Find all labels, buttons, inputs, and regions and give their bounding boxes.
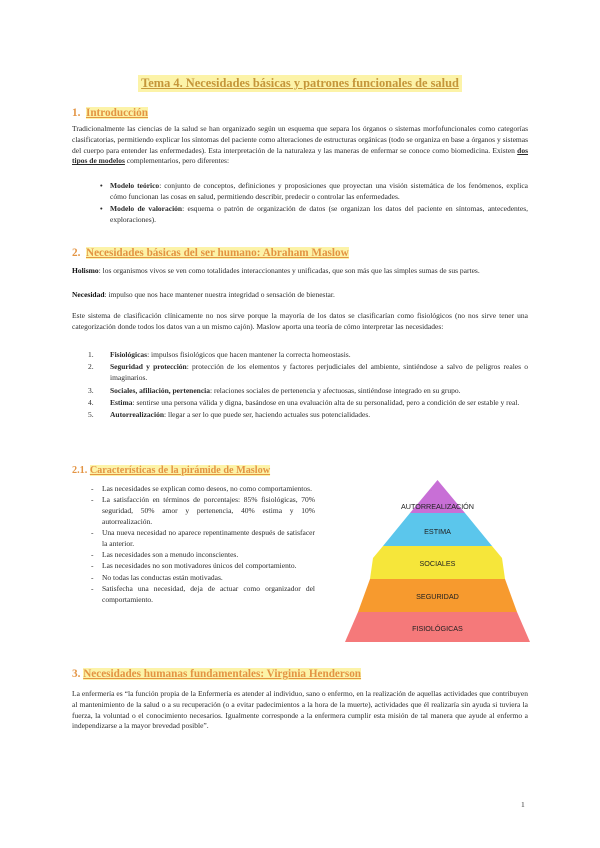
characteristic-text: Las necesidades son a menudo inconscientes. [102, 549, 239, 559]
section-2-number: 2. [72, 247, 81, 259]
list-number: 5. [88, 410, 94, 420]
necesidad-definition [72, 290, 528, 301]
section-2-title: Necesidades básicas del ser humano: Abraham Maslow [85, 247, 349, 259]
need-term: Autorrealización [110, 410, 165, 420]
list-item [100, 204, 528, 226]
characteristic-text: Las necesidades no son motivadores únicos del comportamiento. [102, 561, 297, 571]
maslow-paragraph: Este sistema de clasificación clínicamente no nos sirve porque la mayoría de los datos se clasificarían como fisiológicos (no nos sirve tener una categorización donde todos los datos van a un mismo cajón). Maslow aporta una teoría de cómo interpretar las necesidades: [72, 311, 528, 331]
pyramid-label-fisiologicas: FISIOLÓGICAS [412, 624, 463, 633]
holismo-term: Holismo [72, 266, 99, 275]
models-list [100, 181, 528, 227]
dash-icon: - [91, 549, 94, 559]
list-item [88, 349, 528, 360]
necesidad-text: : impulso que nos hace mantener nuestra integridad o sensación de bienestar. [104, 290, 335, 299]
characteristic-text: Una nueva necesidad no aparece repentinamente después de satisfacer la anterior. [102, 527, 315, 548]
pyramid-characteristics-list [91, 484, 315, 606]
characteristic-text: La satisfacción en términos de porcentajes: 85% fisiológicas, 70% seguridad, 50% amor y pertenencia, 40% estima y 10% autorrealización. [102, 495, 315, 526]
section-2-1-title: Características de la pirámide de Maslow [89, 465, 271, 476]
list-number: 1. [88, 350, 94, 359]
dash-icon: - [91, 527, 94, 537]
characteristic-text: Satisfecha una necesidad, deja de actuar como organizador del comportamiento. [102, 584, 315, 604]
characteristic-text: No todas las conductas están motivadas. [102, 572, 223, 582]
dash-icon: - [91, 572, 94, 582]
model-text: : conjunto de conceptos, definiciones y proposiciones que proyectan una visión sistemática de los fenómenos, explica cómo funcionan las cosas en salud, permitiendo describir, predecir o controlar las enfermedades. [110, 181, 528, 201]
necesidad-term: Necesidad [72, 290, 105, 299]
intro-paragraph [72, 124, 528, 167]
document-title: Tema 4. Necesidades básicas y patrones funcionales de salud [138, 75, 462, 92]
need-term: Fisiológicas [110, 350, 148, 359]
section-2-heading [72, 247, 349, 259]
henderson-paragraph: La enfermería es “la función propia de la Enfermería es atender al individuo, sano o enfermo, en la realización de aquellas actividades que contribuyen al mantenimiento de la salud o a su recuperación (o a evitar padecimientos a la hora de la muerte), actividades que él realizaría sin ayuda si tuviera la fuerza, la voluntad o el conocimiento necesarios. Igualmente corresponde a la enfermera cumplir esta misión de tal manera que ayude al enfermo a independizarse a la mayor brevedad posible”. [72, 689, 528, 731]
section-3-heading [72, 668, 361, 680]
intro-text-a: Tradicionalmente las ciencias de la salud se han organizado según un esquema que separa los órganos o sistemas morfofuncionales como categorías clasificatorias, permitiendo explicar los síntomas del paciente como alteraciones de estructuras orgánicas (todo se organiza en base a órganos y sistemas del cuerpo para entender las enfermedades). Esta interpretación de la naturaleza y las maneras de enfermar se conoce como biomedicina. Existen [72, 124, 528, 155]
pyramid-label-autorrealizacion: AUTORREALIZACIÓN [401, 502, 474, 511]
list-item [88, 409, 528, 420]
bullet-icon: • [100, 181, 103, 190]
dash-icon: - [91, 495, 94, 505]
dash-icon: - [91, 484, 94, 493]
list-item [100, 181, 528, 203]
list-number: 4. [88, 397, 94, 407]
section-1-heading [72, 107, 148, 119]
need-text: : llegar a ser lo que puede ser, haciendo actuales sus potencialidades. [164, 410, 371, 420]
holismo-text: : los organismos vivos se ven como totalidades interaccionantes y unificadas, que son más que las simples sumas de sus partes. [98, 266, 480, 275]
section-1-number: 1. [72, 107, 81, 119]
list-item [91, 584, 315, 605]
list-number: 2. [88, 362, 94, 372]
section-3-title: Necesidades humanas fundamentales: Virginia Henderson [83, 668, 362, 680]
list-item [88, 397, 528, 408]
maslow-needs-list [88, 349, 528, 421]
title-wrap [0, 74, 600, 92]
list-item [91, 528, 315, 549]
list-item [91, 561, 315, 572]
pyramid-label-sociales: SOCIALES [419, 559, 456, 568]
section-2-1-number: 2.1. [72, 465, 88, 476]
list-item [91, 495, 315, 527]
maslow-pyramid [345, 480, 530, 645]
need-text: : impulsos fisiológicos que hacen mantener la correcta homeostasis. [147, 350, 351, 359]
need-term: Seguridad y protección [110, 362, 187, 372]
need-text: : relaciones sociales de pertenencia y afectuosas, sintiéndose integrado en su grupo. [210, 385, 461, 395]
characteristic-text: Las necesidades se explican como deseos, no como comportamientos. [102, 484, 312, 493]
need-term: Estima [110, 397, 133, 407]
model-term: Modelo de valoración [110, 204, 183, 214]
page-number: 1 [521, 800, 525, 809]
section-2-1-heading [72, 465, 270, 476]
section-1-title: Introducción [85, 107, 148, 119]
list-item [91, 484, 315, 495]
list-item [91, 550, 315, 561]
list-item [91, 573, 315, 584]
list-item [88, 361, 528, 383]
section-3-number: 3. [72, 668, 81, 680]
need-text: : sentirse una persona válida y digna, basándose en una evaluación alta de su personalidad, pero a condición de ser estable y real. [132, 397, 520, 407]
intro-text-b: complementarios, pero diferentes: [126, 156, 230, 166]
list-number: 3. [88, 385, 94, 395]
model-term: Modelo teórico [110, 181, 160, 190]
dash-icon: - [91, 561, 94, 571]
list-item [88, 385, 528, 396]
holismo-definition [72, 266, 528, 277]
dash-icon: - [91, 584, 94, 594]
need-term: Sociales, afiliación, pertenencia [110, 385, 210, 395]
model-text: : esquema o patrón de organización de datos (se organizan los datos del paciente en síntomas, antecedentes, exploraciones). [110, 204, 528, 224]
pyramid-label-seguridad: SEGURIDAD [416, 592, 459, 601]
bullet-icon: • [100, 204, 103, 214]
intro-models-link: dos tipos de modelos [72, 145, 529, 166]
need-text: : protección de los elementos y factores perjudiciales del ambiente, sintiéndose a salvo de peligros reales o imaginarios. [110, 362, 529, 383]
pyramid-label-estima: ESTIMA [424, 527, 451, 536]
